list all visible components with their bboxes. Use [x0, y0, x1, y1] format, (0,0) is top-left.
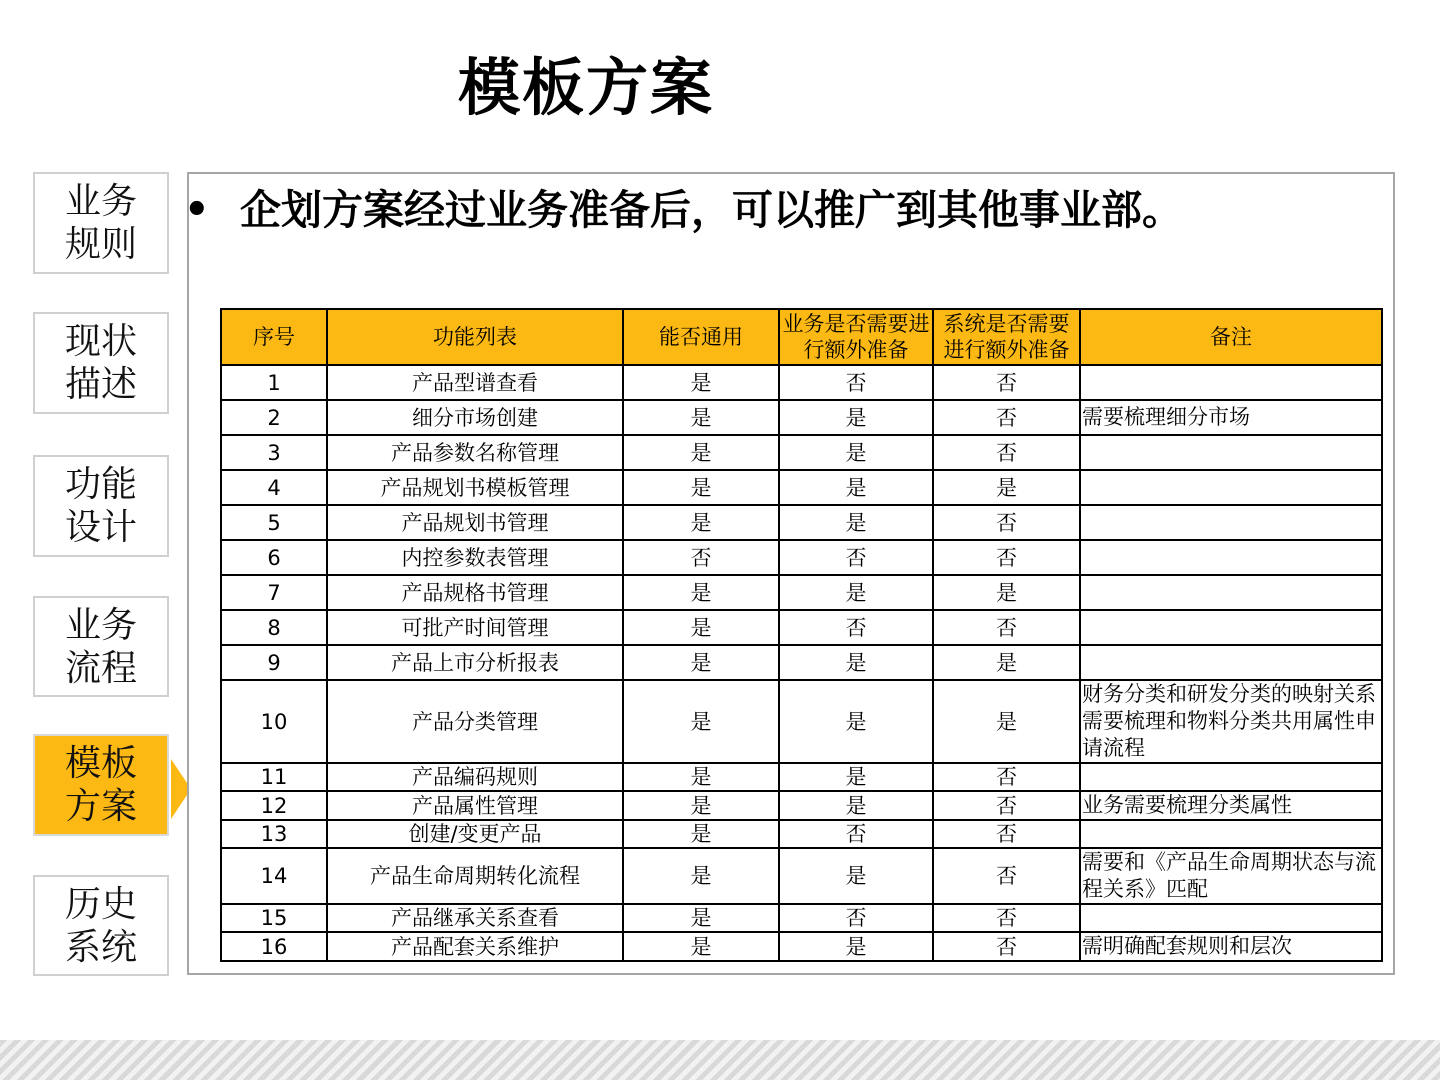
- cell-note: [1080, 645, 1382, 680]
- cell-note: 需要梳理细分市场: [1080, 400, 1382, 435]
- cell-business-prep: 是: [779, 470, 933, 505]
- cell-index: 4: [221, 470, 327, 505]
- cell-note: [1080, 435, 1382, 470]
- sidebar-item-label: 现状描述: [65, 321, 138, 405]
- cell-function: 产品规划书模板管理: [327, 470, 623, 505]
- table-row: [221, 435, 1382, 470]
- table-row: [221, 645, 1382, 680]
- cell-generic: 是: [623, 791, 779, 820]
- cell-function: 可批产时间管理: [327, 610, 623, 645]
- cell-business-prep: 是: [779, 763, 933, 791]
- cell-index: 12: [221, 791, 327, 820]
- sidebar-item-label: 业务流程: [65, 604, 138, 689]
- bullet-icon: •: [184, 187, 210, 233]
- cell-business-prep: 是: [779, 400, 933, 435]
- cell-system-prep: 否: [933, 848, 1080, 904]
- table-row: [221, 470, 1382, 505]
- cell-function: 产品属性管理: [327, 791, 623, 820]
- cell-generic: 是: [623, 904, 779, 932]
- cell-system-prep: 否: [933, 400, 1080, 435]
- sidebar-item-current-state[interactable]: [33, 312, 169, 414]
- cell-generic: 是: [623, 400, 779, 435]
- cell-index: 8: [221, 610, 327, 645]
- cell-system-prep: 否: [933, 540, 1080, 575]
- cell-note: [1080, 540, 1382, 575]
- cell-generic: 是: [623, 645, 779, 680]
- cell-system-prep: 是: [933, 470, 1080, 505]
- cell-index: 5: [221, 505, 327, 540]
- footer-stripe: [0, 1040, 1440, 1080]
- header-function-list: 功能列表: [327, 309, 623, 365]
- table-row: [221, 540, 1382, 575]
- cell-business-prep: 否: [779, 820, 933, 848]
- cell-note: 需要和《产品生命周期状态与流程关系》匹配: [1080, 848, 1382, 904]
- cell-note: [1080, 610, 1382, 645]
- cell-system-prep: 否: [933, 932, 1080, 961]
- table-header-row: [221, 309, 1382, 365]
- cell-note: [1080, 904, 1382, 932]
- cell-generic: 是: [623, 680, 779, 763]
- cell-function: 产品分类管理: [327, 680, 623, 763]
- cell-function: 产品编码规则: [327, 763, 623, 791]
- cell-note: [1080, 470, 1382, 505]
- cell-note: [1080, 575, 1382, 610]
- cell-function: 产品配套关系维护: [327, 932, 623, 961]
- sidebar-item-template-plan[interactable]: [33, 734, 169, 836]
- cell-index: 7: [221, 575, 327, 610]
- table-row: [221, 680, 1382, 763]
- cell-generic: 是: [623, 470, 779, 505]
- cell-function: 产品生命周期转化流程: [327, 848, 623, 904]
- table-row: [221, 848, 1382, 904]
- sidebar-item-label: 模板方案: [65, 743, 138, 827]
- cell-note: [1080, 505, 1382, 540]
- cell-system-prep: 否: [933, 763, 1080, 791]
- cell-generic: 是: [623, 365, 779, 400]
- sidebar-item-label: 历史系统: [65, 883, 138, 968]
- cell-generic: 是: [623, 505, 779, 540]
- cell-business-prep: 是: [779, 575, 933, 610]
- cell-business-prep: 是: [779, 848, 933, 904]
- cell-index: 6: [221, 540, 327, 575]
- cell-business-prep: 是: [779, 505, 933, 540]
- sidebar-item-label: 功能设计: [65, 464, 138, 548]
- cell-function: 产品型谱查看: [327, 365, 623, 400]
- cell-business-prep: 否: [779, 365, 933, 400]
- header-system-prep: 系统是否需要进行额外准备: [933, 309, 1080, 365]
- table-row: [221, 610, 1382, 645]
- cell-generic: 否: [623, 540, 779, 575]
- cell-index: 10: [221, 680, 327, 763]
- cell-index: 1: [221, 365, 327, 400]
- cell-generic: 是: [623, 435, 779, 470]
- cell-note: [1080, 763, 1382, 791]
- cell-note: [1080, 365, 1382, 400]
- cell-index: 14: [221, 848, 327, 904]
- cell-index: 9: [221, 645, 327, 680]
- cell-system-prep: 是: [933, 680, 1080, 763]
- function-table: [220, 308, 1383, 962]
- cell-generic: 是: [623, 820, 779, 848]
- cell-index: 3: [221, 435, 327, 470]
- page-title: 模板方案: [458, 51, 715, 124]
- cell-generic: 是: [623, 932, 779, 961]
- cell-business-prep: 是: [779, 680, 933, 763]
- cell-system-prep: 否: [933, 610, 1080, 645]
- cell-system-prep: 是: [933, 645, 1080, 680]
- sidebar-item-legacy-systems[interactable]: [33, 875, 169, 976]
- sidebar-item-label: 业务规则: [65, 181, 138, 265]
- cell-system-prep: 否: [933, 365, 1080, 400]
- cell-generic: 是: [623, 610, 779, 645]
- table-row: [221, 365, 1382, 400]
- cell-function: 细分市场创建: [327, 400, 623, 435]
- cell-index: 2: [221, 400, 327, 435]
- header-notes: 备注: [1080, 309, 1382, 365]
- cell-note: [1080, 820, 1382, 848]
- cell-business-prep: 是: [779, 435, 933, 470]
- sidebar-item-business-rules[interactable]: [33, 172, 169, 274]
- cell-business-prep: 否: [779, 540, 933, 575]
- sidebar-item-business-process[interactable]: [33, 596, 169, 697]
- cell-generic: 是: [623, 848, 779, 904]
- header-generic: 能否通用: [623, 309, 779, 365]
- sidebar-item-function-design[interactable]: [33, 455, 169, 557]
- cell-function: 产品规划书管理: [327, 505, 623, 540]
- cell-index: 13: [221, 820, 327, 848]
- cell-function: 产品规格书管理: [327, 575, 623, 610]
- cell-generic: 是: [623, 575, 779, 610]
- cell-system-prep: 否: [933, 791, 1080, 820]
- table-row: [221, 904, 1382, 932]
- cell-index: 15: [221, 904, 327, 932]
- table-row: [221, 932, 1382, 961]
- cell-system-prep: 是: [933, 575, 1080, 610]
- table-row: [221, 575, 1382, 610]
- cell-function: 创建/变更产品: [327, 820, 623, 848]
- table-row: [221, 505, 1382, 540]
- header-index: 序号: [221, 309, 327, 365]
- cell-index: 11: [221, 763, 327, 791]
- cell-function: 产品上市分析报表: [327, 645, 623, 680]
- cell-generic: 是: [623, 763, 779, 791]
- cell-system-prep: 否: [933, 505, 1080, 540]
- table-row: [221, 820, 1382, 848]
- cell-function: 内控参数表管理: [327, 540, 623, 575]
- cell-business-prep: 是: [779, 791, 933, 820]
- cell-note: 财务分类和研发分类的映射关系需要梳理和物料分类共用属性申请流程: [1080, 680, 1382, 763]
- header-business-prep: 业务是否需要进行额外准备: [779, 309, 933, 365]
- cell-business-prep: 否: [779, 610, 933, 645]
- cell-system-prep: 否: [933, 435, 1080, 470]
- cell-business-prep: 是: [779, 645, 933, 680]
- cell-system-prep: 否: [933, 820, 1080, 848]
- cell-business-prep: 否: [779, 904, 933, 932]
- cell-function: 产品继承关系查看: [327, 904, 623, 932]
- table-row: [221, 791, 1382, 820]
- cell-index: 16: [221, 932, 327, 961]
- cell-note: 需明确配套规则和层次: [1080, 932, 1382, 961]
- cell-business-prep: 是: [779, 932, 933, 961]
- cell-note: 业务需要梳理分类属性: [1080, 791, 1382, 820]
- table-row: [221, 400, 1382, 435]
- cell-system-prep: 否: [933, 904, 1080, 932]
- table-row: [221, 763, 1382, 791]
- cell-function: 产品参数名称管理: [327, 435, 623, 470]
- headline-text: 企划方案经过业务准备后，可以推广到其他事业部。: [240, 186, 1183, 234]
